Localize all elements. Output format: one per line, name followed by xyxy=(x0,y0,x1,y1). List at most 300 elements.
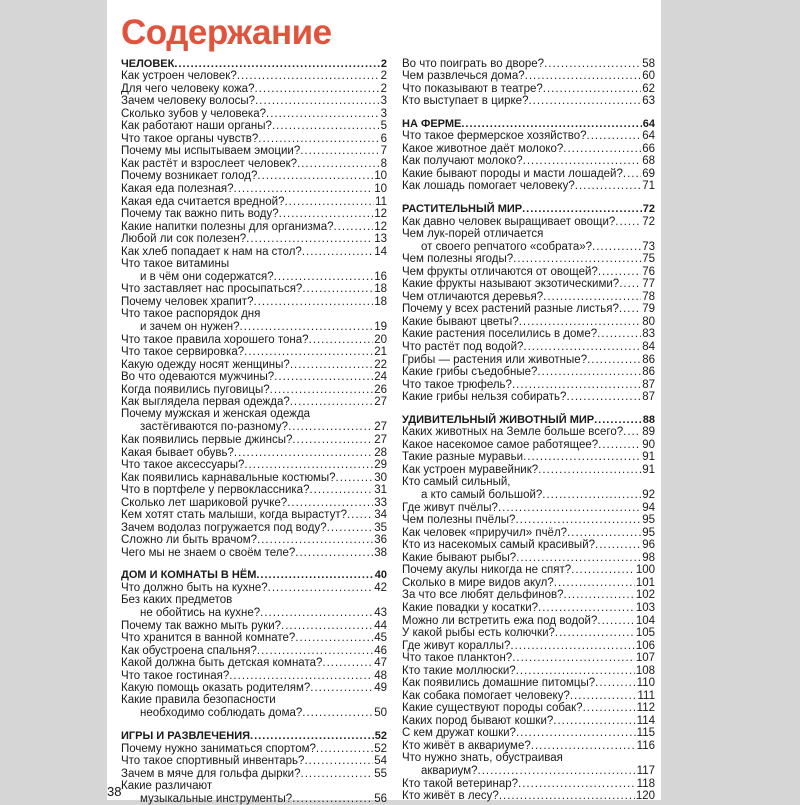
dot-leader xyxy=(575,180,641,192)
toc-page-number: 60 xyxy=(642,70,655,83)
toc-entry-text: Что такое фермерское хозяйство? xyxy=(402,130,587,143)
toc-page-number: 73 xyxy=(642,240,655,253)
dot-leader xyxy=(255,95,380,107)
toc-entry-text: Почему так важно мыть руки? xyxy=(121,619,282,632)
toc-page-number: 3 xyxy=(380,107,387,120)
toc-entry-text: Сколько в мире видов акул? xyxy=(402,576,554,589)
toc-entry xyxy=(402,155,655,168)
toc-entry-text: Какие напитки полезны для организма? xyxy=(121,220,334,233)
toc-entry xyxy=(402,57,655,70)
toc-page-number: 111 xyxy=(637,689,655,702)
toc-entry xyxy=(402,463,655,476)
toc-entry xyxy=(402,70,655,83)
toc-page-number: 62 xyxy=(642,82,655,95)
toc-page-number: 49 xyxy=(374,682,387,695)
toc-entry-text: Что такое сервировка? xyxy=(121,346,245,359)
toc-page-number: 22 xyxy=(374,358,387,371)
toc-page-number: 76 xyxy=(642,265,655,278)
toc-entry xyxy=(121,459,387,472)
toc-entry xyxy=(121,446,387,459)
dot-leader xyxy=(537,366,641,378)
toc-page-number: 27 xyxy=(374,421,387,434)
toc-entry xyxy=(121,619,387,632)
toc-entry-text: Что такое гостиная? xyxy=(121,669,230,682)
toc-page-number: 64 xyxy=(642,117,655,130)
toc-entry xyxy=(121,534,387,547)
toc-entry xyxy=(402,639,655,652)
toc-page-number: 107 xyxy=(635,652,655,665)
dot-leader xyxy=(555,627,635,639)
dot-leader xyxy=(512,652,635,664)
toc-entry xyxy=(402,489,655,502)
dot-leader xyxy=(300,145,379,157)
toc-entry xyxy=(402,551,655,564)
toc-page-number: 7 xyxy=(380,145,387,158)
dot-leader xyxy=(302,707,373,719)
toc-entry-text: Сложно ли быть врачом? xyxy=(121,534,258,547)
toc-entry xyxy=(121,208,387,221)
toc-page-number: 42 xyxy=(374,581,387,594)
toc-entry-text: У какой рыбы есть колючки? xyxy=(402,627,555,640)
toc-entry xyxy=(121,346,387,359)
toc-page-number: 86 xyxy=(642,353,655,366)
dot-leader xyxy=(525,70,642,82)
dot-leader xyxy=(258,133,379,145)
toc-entry xyxy=(121,657,387,670)
toc-page-number: 12 xyxy=(374,220,387,233)
toc-page-number: 115 xyxy=(636,727,655,740)
toc-entry-text: Какую одежду носят женщины? xyxy=(121,358,290,371)
toc-entry xyxy=(121,496,387,509)
section-spacer xyxy=(121,719,387,729)
toc-entry-text: Какая еда считается вредной? xyxy=(121,195,285,208)
toc-entry xyxy=(402,652,655,665)
toc-entry xyxy=(402,714,655,727)
toc-entry-text: Почему мужская и женская одежда xyxy=(121,408,311,421)
toc-page-number: 5 xyxy=(380,120,387,133)
dot-leader xyxy=(260,607,373,619)
toc-page-number: 3 xyxy=(380,95,387,108)
toc-entry xyxy=(402,180,655,193)
toc-entry-text: Сколько зубов у человека? xyxy=(121,107,267,120)
toc-entry-text: Как устроен муравейник? xyxy=(402,463,539,476)
dot-leader xyxy=(563,143,641,155)
toc-page-number: 88 xyxy=(642,413,655,426)
dot-leader xyxy=(301,768,374,780)
dot-leader xyxy=(510,640,634,652)
toc-page-number: 71 xyxy=(642,180,655,193)
toc-page-number: 40 xyxy=(374,569,387,582)
dot-leader xyxy=(240,321,374,333)
toc-page-number: 104 xyxy=(635,614,655,627)
dot-leader xyxy=(336,472,374,484)
toc-entry xyxy=(402,514,655,527)
dot-leader xyxy=(595,539,641,551)
toc-entry-line xyxy=(121,308,387,321)
dot-leader xyxy=(174,58,380,70)
toc-page-number: 48 xyxy=(374,669,387,682)
toc-page-number: 21 xyxy=(374,346,387,359)
dot-leader xyxy=(237,70,380,82)
toc-entry-text: Такие разные муравьи xyxy=(402,451,524,464)
toc-entry-text: Чем фрукты отличаются от овощей? xyxy=(402,265,598,278)
toc-entry-text: Какая еда полезная? xyxy=(121,183,234,196)
toc-entry xyxy=(121,607,387,620)
toc-entry-text: Почему мы испытываем эмоции? xyxy=(121,145,301,158)
toc-page-number: 10 xyxy=(374,183,387,196)
toc-page-number: 10 xyxy=(374,170,387,183)
toc-entry-text: Что растёт под водой? xyxy=(402,341,524,354)
toc-entry-text: Чем лук-порей отличается xyxy=(402,227,544,240)
toc-entry xyxy=(121,295,387,308)
toc-section xyxy=(121,729,387,742)
toc-page-number: 18 xyxy=(374,295,387,308)
toc-entry-text: Что должно быть на кухне? xyxy=(121,581,268,594)
toc-page-number: 24 xyxy=(374,371,387,384)
dot-leader xyxy=(519,316,641,328)
dot-leader xyxy=(571,564,635,576)
toc-page-number: 86 xyxy=(642,366,655,379)
dot-leader xyxy=(512,379,641,391)
toc-page-number: 46 xyxy=(374,644,387,657)
dot-leader xyxy=(587,354,641,366)
toc-page-number: 87 xyxy=(642,391,655,404)
dot-leader xyxy=(619,303,641,315)
dot-leader xyxy=(592,241,641,253)
toc-page-number: 103 xyxy=(635,601,655,614)
dot-leader xyxy=(583,702,636,714)
toc-entry xyxy=(402,677,655,690)
toc-entry-text: Как появились карнавальные костюмы? xyxy=(121,471,336,484)
toc-page-number: 87 xyxy=(642,378,655,391)
dot-leader xyxy=(272,120,380,132)
toc-entry xyxy=(402,426,655,439)
toc-entry xyxy=(121,132,387,145)
section-spacer xyxy=(121,559,387,569)
toc-entry xyxy=(121,433,387,446)
toc-page-number: 96 xyxy=(642,539,655,552)
toc-page-number: 72 xyxy=(642,215,655,228)
toc-page-number: 55 xyxy=(374,767,387,780)
toc-entry-text: и в чём они содержатся? xyxy=(140,270,274,283)
dot-leader xyxy=(597,328,641,340)
toc-section xyxy=(121,57,387,70)
toc-section-title: НА ФЕРМЕ xyxy=(402,117,462,130)
dot-leader xyxy=(302,246,373,258)
toc-entry-text: необходимо соблюдать дома? xyxy=(140,707,303,720)
dot-leader xyxy=(279,208,374,220)
toc-entry xyxy=(402,564,655,577)
toc-entry xyxy=(402,253,655,266)
toc-entry-line xyxy=(402,228,655,241)
toc-entry-text: музыкальные инструменты? xyxy=(140,792,293,805)
toc-page-number: 44 xyxy=(374,619,387,632)
toc-entry-text: Как обустроена спальня? xyxy=(121,644,257,657)
toc-entry xyxy=(121,195,387,208)
dot-leader xyxy=(513,253,641,265)
dot-leader xyxy=(499,790,635,802)
dot-leader xyxy=(270,384,374,396)
toc-entry-text: Каких животных на Земле больше всего? xyxy=(402,426,624,439)
toc-entry xyxy=(121,320,387,333)
toc-entry xyxy=(402,689,655,702)
dot-leader xyxy=(461,118,641,130)
toc-page-number: 31 xyxy=(374,484,387,497)
toc-entry xyxy=(121,245,387,258)
toc-entry xyxy=(402,328,655,341)
toc-entry-line xyxy=(121,694,387,707)
dot-leader xyxy=(292,434,373,446)
toc-entry xyxy=(121,95,387,108)
dot-leader xyxy=(309,484,373,496)
toc-entry-text: Как появились первые джинсы? xyxy=(121,433,293,446)
toc-entry-text: Почему акулы никогда не спят? xyxy=(402,564,572,577)
toc-entry-text: Чем полезны ягоды? xyxy=(402,253,514,266)
dot-leader xyxy=(284,196,374,208)
toc-page-number: 91 xyxy=(642,451,655,464)
toc-entry-text: Любой ли сок полезен? xyxy=(121,233,247,246)
toc-entry-text: Когда появились пуговицы? xyxy=(121,383,270,396)
toc-page-number: 92 xyxy=(642,489,655,502)
toc-entry xyxy=(121,145,387,158)
section-spacer xyxy=(402,192,655,202)
toc-entry-line xyxy=(402,476,655,489)
dot-leader xyxy=(516,665,635,677)
dot-leader xyxy=(523,155,642,167)
toc-entry-text: Каких пород бывают кошки? xyxy=(402,714,554,727)
toc-page-number: 114 xyxy=(636,714,655,727)
dot-leader xyxy=(554,577,635,589)
toc-entry-text: Какие существуют породы собак? xyxy=(402,702,583,715)
toc-entry-text: и зачем он нужен? xyxy=(140,321,240,334)
dot-leader xyxy=(528,95,641,107)
toc-page-number: 102 xyxy=(635,589,655,602)
toc-entry-text: от своего репчатого «собрата»? xyxy=(421,240,593,253)
dot-leader xyxy=(274,271,374,283)
toc-entry-text: Какая бывает обувь? xyxy=(121,446,234,459)
toc-entry-text: Чего мы не знаем о своём теле? xyxy=(121,546,296,559)
toc-page-number: 89 xyxy=(642,426,655,439)
toc-entry xyxy=(121,283,387,296)
toc-page-number: 98 xyxy=(642,551,655,564)
dot-leader xyxy=(478,765,636,777)
toc-page-number: 79 xyxy=(642,303,655,316)
toc-page-number: 30 xyxy=(374,471,387,484)
dot-leader xyxy=(290,396,373,408)
dot-leader xyxy=(310,682,373,694)
dot-leader xyxy=(288,421,373,433)
toc-entry xyxy=(121,233,387,246)
toc-entry-text: Какое насекомое самое работящее? xyxy=(402,438,599,451)
toc-entry xyxy=(121,421,387,434)
toc-entry-text: Грибы — растения или животные? xyxy=(402,353,588,366)
toc-entry-text: Какую помощь оказать родителям? xyxy=(121,682,311,695)
toc-entry xyxy=(121,333,387,346)
toc-page-number: 34 xyxy=(374,509,387,522)
section-spacer xyxy=(402,107,655,117)
toc-entry xyxy=(402,290,655,303)
toc-entry xyxy=(402,278,655,291)
toc-entry-text: Что хранится в ванной комнате? xyxy=(121,632,296,645)
toc-entry-line xyxy=(121,780,387,793)
toc-entry xyxy=(402,627,655,640)
toc-entry xyxy=(121,707,387,720)
toc-entry xyxy=(402,438,655,451)
toc-entry xyxy=(402,142,655,155)
toc-entry-text: Что такое правила хорошего тона? xyxy=(121,333,309,346)
toc-page-number: 116 xyxy=(636,739,655,752)
dot-leader xyxy=(266,108,380,120)
toc-entry-text: Что показывают в театре? xyxy=(402,82,543,95)
dot-leader xyxy=(598,266,641,278)
toc-page-number: 29 xyxy=(374,459,387,472)
toc-page-number: 11 xyxy=(375,195,387,208)
dot-leader xyxy=(316,743,373,755)
toc-entry xyxy=(121,546,387,559)
toc-entry xyxy=(402,739,655,752)
toc-entry-line xyxy=(121,594,387,607)
dot-leader xyxy=(250,730,374,742)
toc-entry-text: Кто живёт в аквариуме? xyxy=(402,739,531,752)
toc-page-number: 14 xyxy=(374,245,387,258)
toc-page-number: 50 xyxy=(374,707,387,720)
toc-page-number: 77 xyxy=(642,278,655,291)
toc-page-number: 36 xyxy=(374,534,387,547)
toc-entry-line xyxy=(402,752,655,765)
toc-page-number: 80 xyxy=(642,315,655,328)
toc-entry xyxy=(402,777,655,790)
toc-entry-text: Зачем водолаз погружается под воду? xyxy=(121,521,327,534)
dot-leader xyxy=(542,489,641,501)
dot-leader xyxy=(498,502,641,514)
toc-page-number: 2 xyxy=(380,82,387,95)
toc-entry-text: Как появились домашние питомцы? xyxy=(402,677,596,690)
toc-entry-text: Как собака помогает человеку? xyxy=(402,689,570,702)
dot-leader xyxy=(327,522,374,534)
toc-entry xyxy=(402,790,655,803)
toc-column-right xyxy=(402,57,655,802)
dot-leader xyxy=(623,426,641,438)
toc-entry-text: Как хлеб попадает к нам на стол? xyxy=(121,245,302,258)
toc-entry xyxy=(402,95,655,108)
toc-section xyxy=(402,117,655,130)
toc-page-number: 90 xyxy=(642,438,655,451)
toc-entry-text: застёгиваются по-разному? xyxy=(140,421,289,434)
toc-page-number: 72 xyxy=(642,203,655,216)
dot-leader xyxy=(594,414,642,426)
toc-entry-text: Без каких предметов xyxy=(121,593,233,606)
toc-page-number: 95 xyxy=(642,526,655,539)
dot-leader xyxy=(292,793,373,805)
toc-entry-text: Кто выступает в цирке? xyxy=(402,95,529,108)
dot-leader xyxy=(553,715,635,727)
dot-leader xyxy=(309,334,374,346)
toc-page-number: 101 xyxy=(635,576,655,589)
toc-entry xyxy=(402,130,655,143)
toc-page-number: 38 xyxy=(374,546,387,559)
toc-entry-text: Кто такие моллюски? xyxy=(402,664,516,677)
toc-entry-text: Как растёт и взрослеет человек? xyxy=(121,157,298,170)
toc-page-number: 120 xyxy=(635,790,655,803)
toc-entry xyxy=(402,340,655,353)
toc-entry-text: За что все любят дельфинов? xyxy=(402,589,564,602)
toc-page-number: 45 xyxy=(374,632,387,645)
dot-leader xyxy=(518,778,636,790)
toc-entry-text: Что такое планктон? xyxy=(402,652,513,665)
toc-entry-text: Чем развлечься дома? xyxy=(402,70,525,83)
toc-page-number: 12 xyxy=(374,208,387,221)
toc-entry xyxy=(121,581,387,594)
toc-page-number: 83 xyxy=(642,328,655,341)
section-spacer xyxy=(402,403,655,413)
toc-entry xyxy=(402,167,655,180)
toc-page-number: 112 xyxy=(636,702,655,715)
toc-page-number: 8 xyxy=(380,157,387,170)
toc-entry-text: Кем хотят стать малыши, когда вырастут? xyxy=(121,509,347,522)
dot-leader xyxy=(322,657,373,669)
toc-entry-text: Что такое органы чувств? xyxy=(121,132,259,145)
dot-leader xyxy=(570,690,637,702)
toc-entry-text: Почему возникает голод? xyxy=(121,170,258,183)
dot-leader xyxy=(253,296,373,308)
toc-page-number: 43 xyxy=(374,607,387,620)
toc-entry xyxy=(121,742,387,755)
toc-entry xyxy=(402,451,655,464)
dot-leader xyxy=(246,233,373,245)
toc-column-left xyxy=(121,57,387,805)
toc-entry-text: Какие растения поселились в доме? xyxy=(402,328,598,341)
toc-page-number: 58 xyxy=(642,57,655,70)
toc-page-number: 75 xyxy=(642,253,655,266)
toc-entry xyxy=(402,501,655,514)
toc-entry-text: Что заставляет нас просыпаться? xyxy=(121,283,303,296)
toc-entry xyxy=(121,182,387,195)
toc-entry-text: Кто такой ветеринар? xyxy=(402,777,519,790)
toc-entry xyxy=(402,240,655,253)
toc-section-title: ИГРЫ И РАЗВЛЕЧЕНИЯ xyxy=(121,729,251,742)
toc-entry xyxy=(121,371,387,384)
toc-entry xyxy=(121,107,387,120)
toc-entry-text: Зачем в мяче для гольфа дырки? xyxy=(121,767,301,780)
toc-page-number: 63 xyxy=(642,95,655,108)
toc-entry-text: Чем отличаются деревья? xyxy=(402,290,544,303)
toc-entry xyxy=(402,215,655,228)
dot-leader xyxy=(281,620,373,632)
dot-leader xyxy=(567,527,641,539)
toc-entry-text: Какие фрукты называют экзотическими? xyxy=(402,278,620,291)
toc-entry xyxy=(121,157,387,170)
toc-entry xyxy=(121,270,387,283)
toc-entry xyxy=(402,727,655,740)
toc-entry xyxy=(402,315,655,328)
toc-entry xyxy=(121,632,387,645)
toc-entry-text: Что нужно знать, обустраивая xyxy=(402,751,563,764)
toc-entry xyxy=(121,484,387,497)
toc-entry-text: С кем дружат кошки? xyxy=(402,727,516,740)
dot-leader xyxy=(515,514,641,526)
toc-entry xyxy=(121,383,387,396)
toc-entry xyxy=(402,82,655,95)
toc-page-number: 54 xyxy=(374,755,387,768)
dot-leader xyxy=(523,451,641,463)
dot-leader xyxy=(543,291,641,303)
toc-page-number: 68 xyxy=(642,155,655,168)
toc-page-number: 19 xyxy=(374,321,387,334)
dot-leader xyxy=(290,359,373,371)
toc-entry-text: Зачем человеку волосы? xyxy=(121,95,256,108)
toc-entry-text: Кто из насекомых самый красивый? xyxy=(402,539,596,552)
toc-section xyxy=(402,413,655,426)
